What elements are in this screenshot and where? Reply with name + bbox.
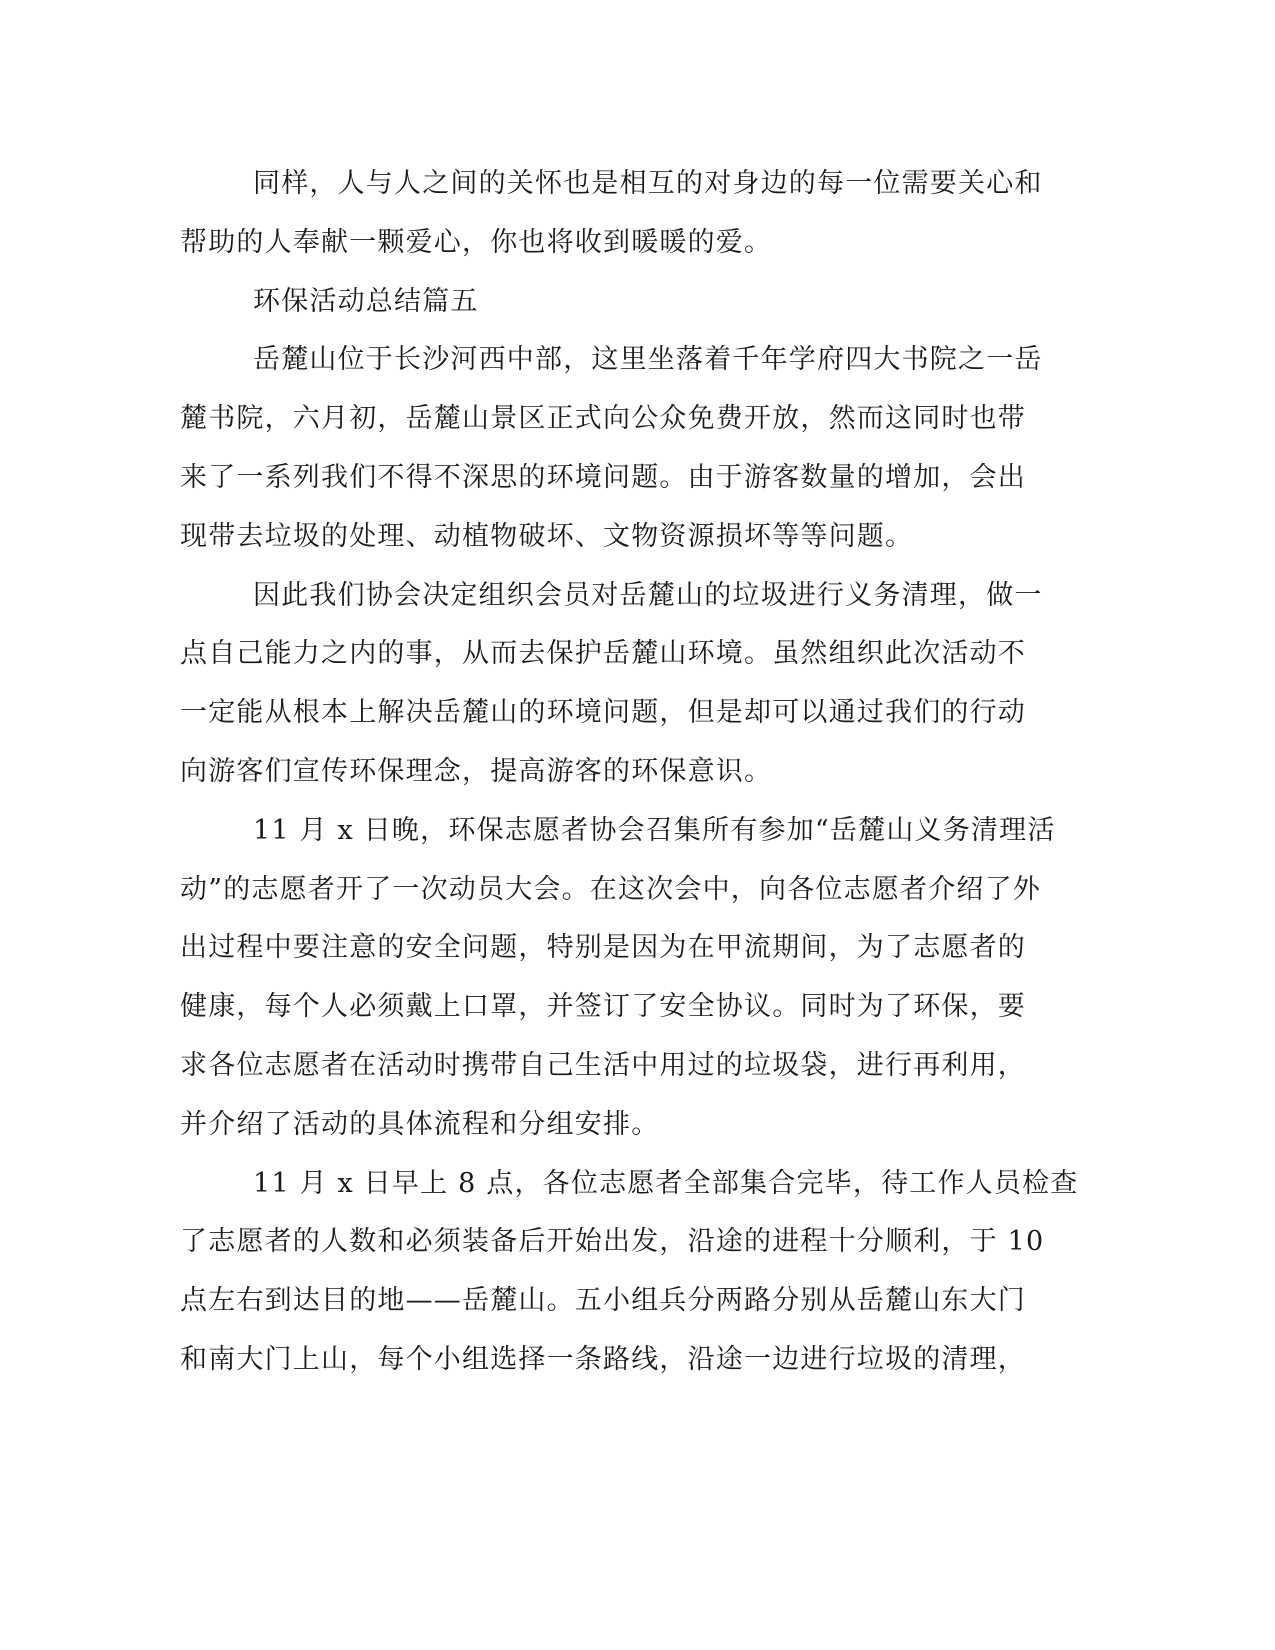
text-line: 11 月 x 日晚，环保志愿者协会召集所有参加“岳麓山义务清理活 bbox=[253, 814, 1056, 846]
text-line: 了志愿者的人数和必须装备后开始出发，沿途的进程十分顺利，于 10 bbox=[180, 1226, 1045, 1258]
text-line: 点自己能力之内的事，从而去保护岳麓山环境。虽然组织此次活动不 bbox=[180, 638, 1026, 670]
text-line: 因此我们协会决定组织会员对岳麓山的垃圾进行义务清理，做一 bbox=[253, 579, 1043, 611]
text-line: 11 月 x 日早上 8 点，各位志愿者全部集合完毕，待工作人员检查 bbox=[253, 1167, 1079, 1199]
section-heading: 环保活动总结篇五 bbox=[253, 285, 479, 317]
text-line: 向游客们宣传环保理念，提高游客的环保意识。 bbox=[180, 755, 773, 787]
text-line: 同样，人与人之间的关怀也是相互的对身边的每一位需要关心和 bbox=[253, 168, 1043, 199]
text-line: 一定能从根本上解决岳麓山的环境问题，但是却可以通过我们的行动 bbox=[180, 697, 1026, 729]
text-line: 出过程中要注意的安全问题，特别是因为在甲流期间，为了志愿者的 bbox=[180, 932, 1026, 964]
text-line: 并介绍了活动的具体流程和分组安排。 bbox=[180, 1108, 660, 1140]
text-line: 岳麓山位于长沙河西中部，这里坐落着千年学府四大书院之一岳 bbox=[253, 344, 1043, 376]
text-line: 健康，每个人必须戴上口罩，并签订了安全协议。同时为了环保，要 bbox=[180, 991, 1026, 1023]
text-line: 点左右到达目的地——岳麓山。五小组兵分两路分别从岳麓山东大门 bbox=[180, 1285, 1026, 1317]
text-line: 求各位志愿者在活动时携带自己生活中用过的垃圾袋，进行再利用， bbox=[180, 1049, 1026, 1081]
text-line: 来了一系列我们不得不深思的环境问题。由于游客数量的增加，会出 bbox=[180, 461, 1026, 493]
text-line: 和南大门上山，每个小组选择一条路线，沿途一边进行垃圾的清理， bbox=[180, 1343, 1026, 1375]
text-line: 帮助的人奉献一颗爱心，你也将收到暖暖的爱。 bbox=[180, 226, 773, 258]
text-line: 现带去垃圾的处理、动植物破坏、文物资源损坏等等问题。 bbox=[180, 520, 914, 552]
document-page bbox=[180, 155, 1079, 1390]
text-line: 动”的志愿者开了一次动员大会。在这次会中，向各位志愿者介绍了外 bbox=[180, 873, 1042, 905]
text-line: 麓书院，六月初，岳麓山景区正式向公众免费开放，然而这同时也带 bbox=[180, 403, 1026, 435]
